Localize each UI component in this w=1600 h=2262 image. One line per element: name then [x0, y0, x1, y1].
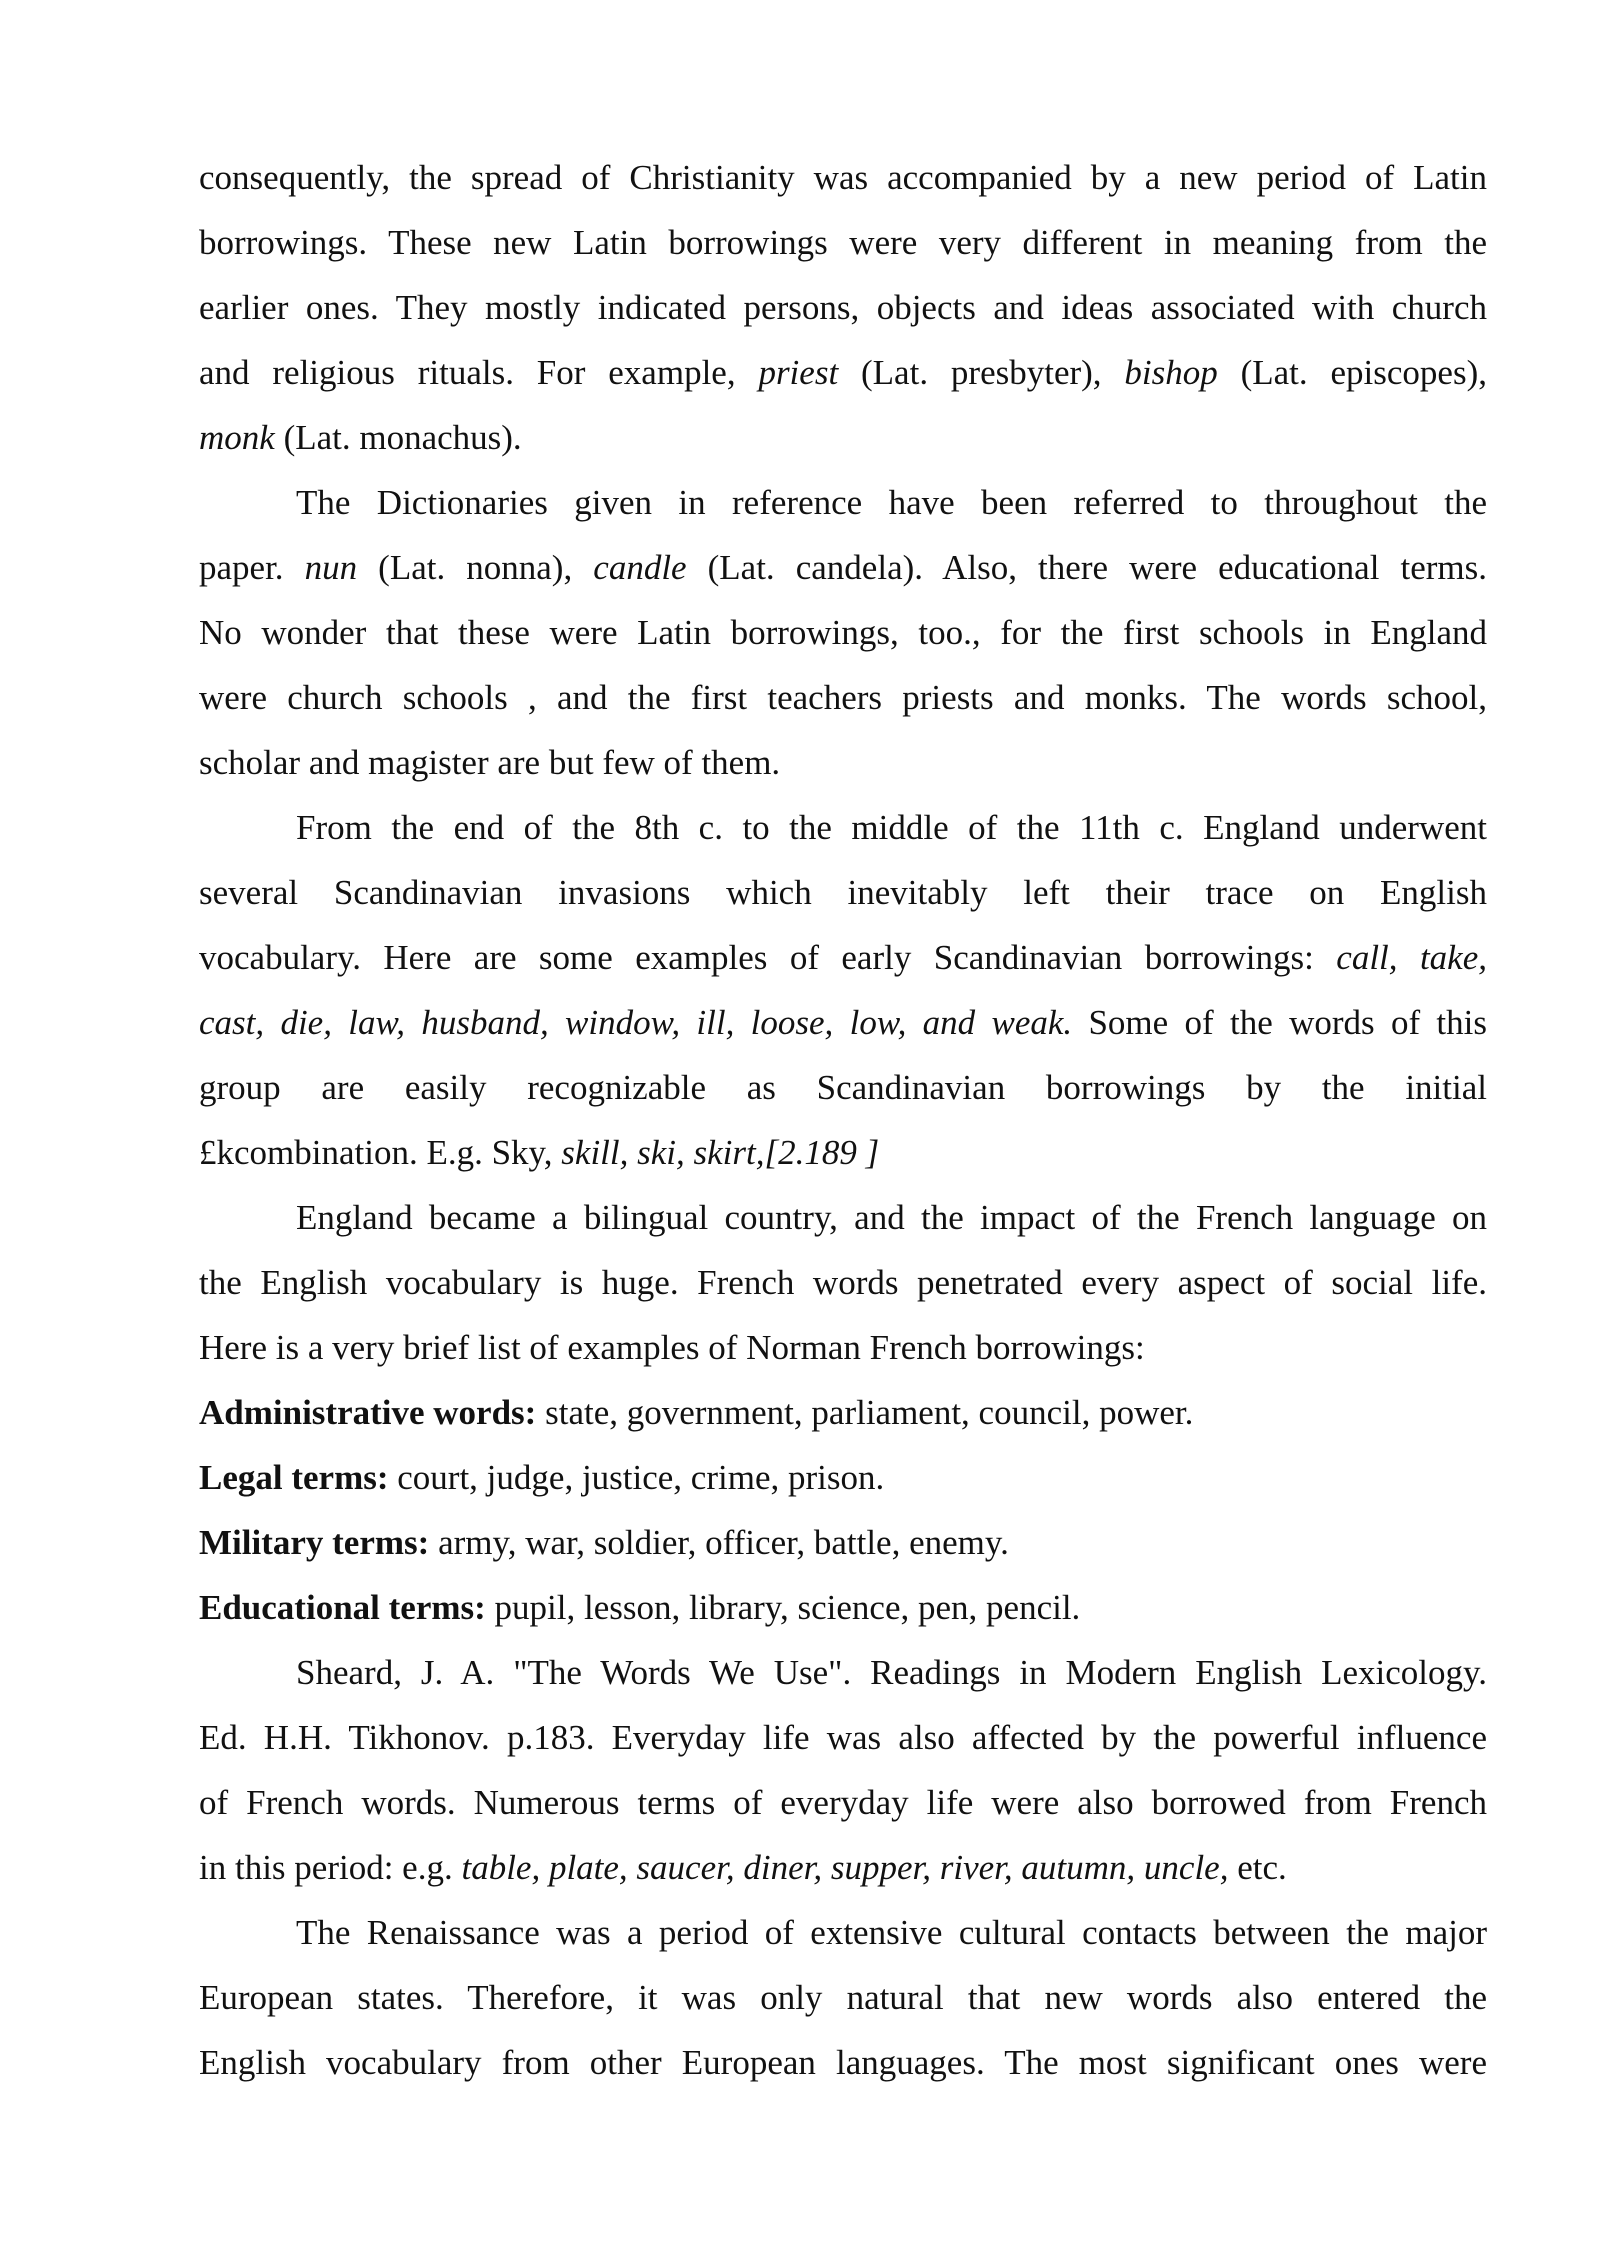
text-segment: (Lat. nonna), — [357, 548, 594, 587]
text-line — [199, 1185, 1487, 1250]
text-segment: (Lat. presbyter), — [838, 353, 1125, 392]
text-segment: (Lat. candela). Also, there were educational terms. — [686, 548, 1487, 587]
text-segment: pupil, lesson, library, science, pen, pencil. — [485, 1588, 1081, 1627]
text-line — [199, 1055, 1487, 1120]
text-line — [199, 470, 1487, 535]
text-segment: and religious rituals. For example, — [199, 353, 759, 392]
text-segment: European states. Therefore, it was only natural that new words also entered the — [199, 1978, 1487, 2017]
text-segment: Here is a very brief list of examples of Norman French borrowings: — [199, 1328, 1145, 1367]
text-segment: The Renaissance was a period of extensive cultural contacts between the major — [296, 1913, 1487, 1952]
text-line — [199, 1120, 1487, 1185]
text-segment: earlier ones. They mostly indicated persons, objects and ideas associated with church — [199, 288, 1487, 327]
italic-text: monk — [199, 418, 275, 457]
text-segment: of French words. Numerous terms of everyday life were also borrowed from French — [199, 1783, 1487, 1822]
text-line — [199, 1640, 1487, 1705]
text-segment: the English vocabulary is huge. French words penetrated every aspect of social life. — [199, 1263, 1487, 1302]
italic-text: candle — [593, 548, 687, 587]
text-segment: borrowings. These new Latin borrowings were very different in meaning from the — [199, 223, 1487, 262]
italic-text: bishop — [1124, 353, 1218, 392]
text-line — [199, 600, 1487, 665]
italic-text: cast, die, law, husband, window, ill, loose, low, and weak. — [199, 1003, 1073, 1042]
text-segment: several Scandinavian invasions which inevitably left their trace on English — [199, 873, 1487, 912]
text-segment: The Dictionaries given in reference have been referred to throughout the — [296, 483, 1487, 522]
text-line — [199, 275, 1487, 340]
text-segment: Sheard, J. A. "The Words We Use". Readings in Modern English Lexicology. — [296, 1653, 1487, 1692]
text-line — [199, 340, 1487, 405]
text-line — [199, 1965, 1487, 2030]
italic-text: call, take, — [1336, 938, 1487, 977]
text-segment: in this period: e.g. — [199, 1848, 462, 1887]
text-segment: army, war, soldier, officer, battle, enemy. — [429, 1523, 1009, 1562]
text-line — [199, 145, 1487, 210]
text-segment: £kcombination. E.g. Sky, — [199, 1133, 562, 1172]
text-segment: (Lat. episcopes), — [1217, 353, 1487, 392]
bold-term: Educational terms: — [199, 1588, 486, 1627]
text-line — [199, 1510, 1487, 1575]
text-line — [199, 535, 1487, 600]
text-segment: England became a bilingual country, and the impact of the French language on — [296, 1198, 1487, 1237]
text-line — [199, 925, 1487, 990]
text-line — [199, 1900, 1487, 1965]
text-segment: Ed. H.H. Tikhonov. p.183. Everyday life was also affected by the powerful influence — [199, 1718, 1487, 1757]
text-line — [199, 1445, 1487, 1510]
text-line — [199, 2030, 1487, 2095]
text-line — [199, 795, 1487, 860]
text-segment: paper. — [199, 548, 305, 587]
text-segment: court, judge, justice, crime, prison. — [388, 1458, 885, 1497]
text-segment: etc. — [1228, 1848, 1287, 1887]
text-segment: vocabulary. Here are some examples of early Scandinavian borrowings: — [199, 938, 1337, 977]
text-segment: English vocabulary from other European languages. The most significant ones were — [199, 2043, 1487, 2082]
text-line — [199, 1250, 1487, 1315]
text-segment: group are easily recognizable as Scandinavian borrowings by the initial — [199, 1068, 1487, 1107]
text-segment: Some of the words of this — [1072, 1003, 1487, 1042]
text-line — [199, 860, 1487, 925]
text-line — [199, 1380, 1487, 1445]
text-line — [199, 1705, 1487, 1770]
italic-text: table, plate, saucer, diner, supper, river, autumn, uncle, — [461, 1848, 1229, 1887]
text-line — [199, 210, 1487, 275]
text-segment: were church schools , and the first teachers priests and monks. The words school, — [199, 678, 1487, 717]
text-line — [199, 1835, 1487, 1900]
body-text — [199, 145, 1487, 2095]
text-line — [199, 1770, 1487, 1835]
italic-text: skill, ski, skirt,[2.189 ] — [561, 1133, 880, 1172]
text-line — [199, 1315, 1487, 1380]
text-line — [199, 730, 1487, 795]
bold-term: Legal terms: — [199, 1458, 389, 1497]
text-segment: (Lat. monachus). — [274, 418, 522, 457]
bold-term: Administrative words: — [199, 1393, 537, 1432]
text-segment: consequently, the spread of Christianity was accompanied by a new period of Latin — [199, 158, 1487, 197]
text-segment: No wonder that these were Latin borrowings, too., for the first schools in England — [199, 613, 1487, 652]
text-line — [199, 665, 1487, 730]
italic-text: nun — [304, 548, 358, 587]
bold-term: Military terms: — [199, 1523, 430, 1562]
italic-text: priest — [758, 353, 839, 392]
text-line — [199, 1575, 1487, 1640]
text-segment: state, government, parliament, council, power. — [536, 1393, 1194, 1432]
text-segment: From the end of the 8th c. to the middle of the 11th c. England underwent — [296, 808, 1487, 847]
text-line — [199, 405, 1487, 470]
text-line — [199, 990, 1487, 1055]
text-segment: scholar and magister are but few of them. — [199, 743, 781, 782]
